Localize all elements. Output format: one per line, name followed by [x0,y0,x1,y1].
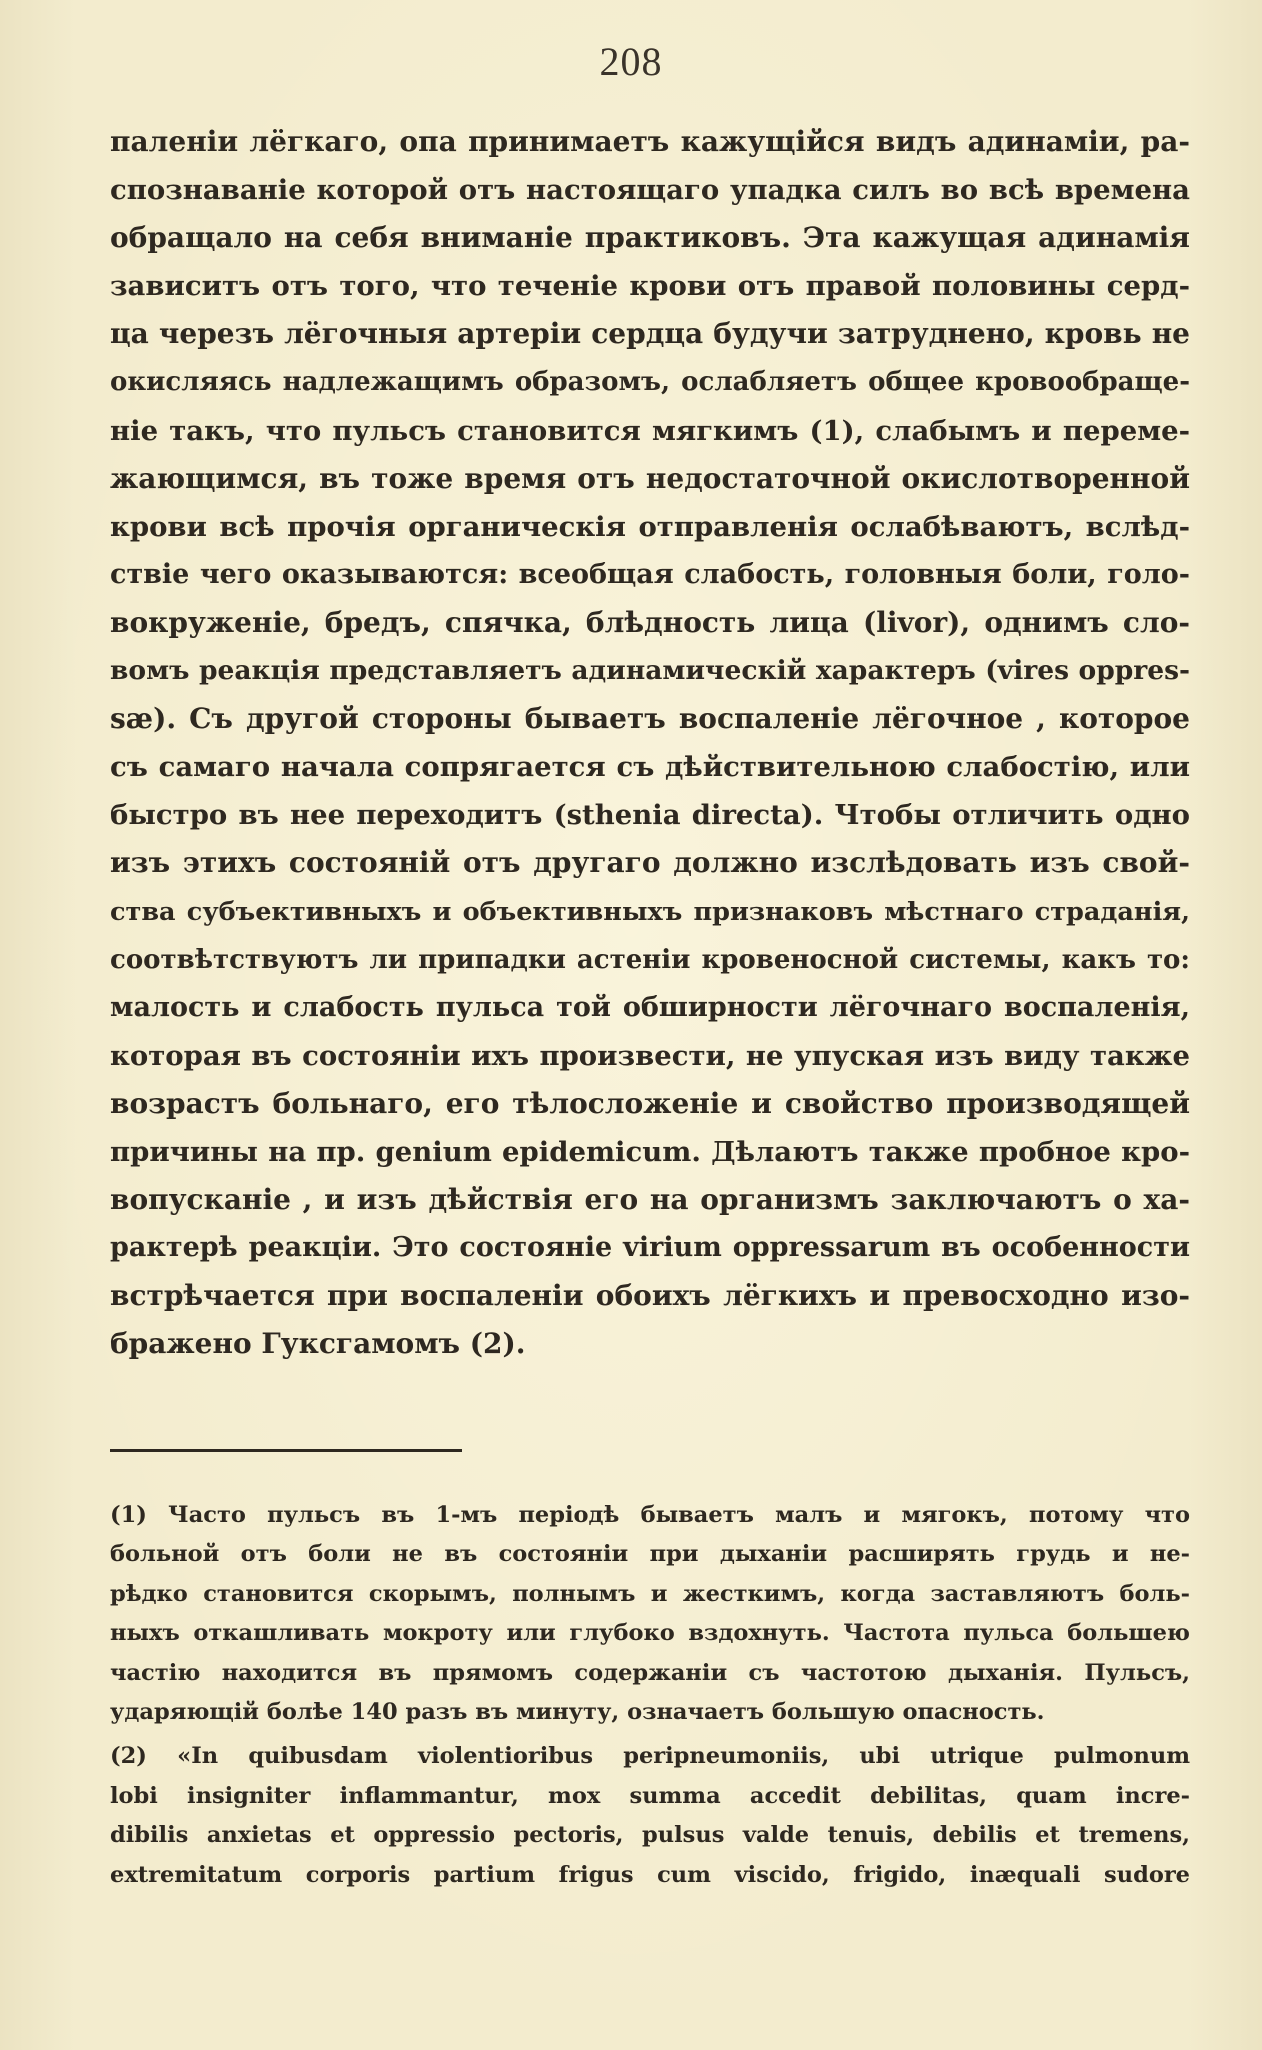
text-line: которая въ состояніи ихъ произвести, не упуская изъ виду также [110,1039,1190,1072]
text-line: ца черезъ лёгочныя артеріи сердца будучи затруднено, кровь не [110,317,1190,351]
footnote-line: ударяющій болѣе 140 разъ въ минуту, означаетъ большую опасность. [110,1698,1045,1725]
text-line: рактерѣ реакціи. Это состояніе virium oppressarum въ особенности [110,1232,1190,1264]
footnote-line: (1) Часто пульсъ въ 1-мъ періодѣ бываетъ малъ и мягокъ, потому что [110,1502,1190,1528]
text-line: спознаваніе которой отъ настоящаго упадка силъ во всѣ времена [110,174,1190,207]
footnote-2 [110,1737,1190,1895]
text-line: вомъ реакція представляетъ адинамическій характеръ (vires oppres- [110,655,1190,687]
text-line: возрастъ больнаго, его тѣлосложеніе и свойство производящей [110,1086,1190,1120]
text-line: соотвѣтствуютъ ли припадки астеніи кровеносной системы, какъ то: [110,944,1190,975]
text-line: малость и слабость пульса той обширности лёгочнаго воспаленія, [110,991,1190,1023]
footnote-divider [110,1449,462,1452]
text-line: вопусканіе , и изъ дѣйствія его на организмъ заключаютъ о ха- [110,1183,1190,1217]
footnote-line: частію находится въ прямомъ содержаніи съ частотою дыханія. Пульсъ, [110,1659,1190,1686]
text-line: окисляясь надлежащимъ образомъ, ослабляетъ общее кровообраще- [110,367,1190,398]
text-line: ства субъективныхъ и объективныхъ признаковъ мѣстнаго страданія, [110,896,1190,927]
footnote-line: dibilis anxietas et oppressio pectoris, pulsus valde tenuis, debilis et tremens, [110,1822,1190,1849]
text-line: паленіи лёгкаго, опа принимаетъ кажущійся видъ адинаміи, ра- [110,125,1190,158]
text-line: зависитъ отъ того, что теченіе крови отъ правой половины серд- [110,270,1190,303]
text-line: съ самаго начала сопрягается съ дѣйствительною слабостію, или [110,751,1190,784]
text-line: быстро въ нее переходитъ (sthenia directa). Чтобы отличить одно [110,799,1190,832]
main-text [110,118,1190,1368]
text-line: причины на пр. genium epidemicum. Дѣлаютъ также пробное кро- [110,1135,1190,1168]
text-line: обращало на себя вниманіе практиковъ. Эта кажущая адинамія [110,221,1190,255]
footnote-line: рѣдко становится скорымъ, полнымъ и жесткимъ, когда заставляютъ боль- [110,1580,1190,1607]
footnote-1 [110,1496,1190,1732]
text-line: встрѣчается при воспаленіи обоихъ лёгкихъ и превосходно изо- [110,1279,1190,1313]
text-line: крови всѣ прочія органическія отправленія ослабѣваютъ, вслѣд- [110,510,1190,543]
footnote-line: extremitatum corporis partium frigus cum viscido, frigido, inæquali sudore [110,1861,1190,1888]
text-line: sæ). Съ другой стороны бываетъ воспаленіе лёгочное , которое [110,702,1190,736]
text-line: ніе такъ, что пульсъ становится мягкимъ (1), слабымъ и переме- [110,414,1190,447]
page-number: 208 [599,39,663,84]
footnote-line: (2) «In quibusdam violentioribus peripneumoniis, ubi utrique pulmonum [110,1743,1190,1770]
text-line: жающимся, въ тоже время отъ недостаточной окислотворенной [110,461,1190,495]
text-line: ствіе чего оказываются: всеобщая слабость, головныя боли, голо- [110,558,1190,590]
footnote-line: ныхъ откашливать мокроту или глубоко вздохнуть. Частота пульса большею [110,1620,1190,1647]
footnote-line: больной отъ боли не въ состояніи при дыханіи расширять грудь и не- [110,1541,1190,1568]
text-line: бражено Гуксгамомъ (2). [110,1327,526,1361]
text-line: вокруженіе, бредъ, спячка, блѣдность лица (livor), однимъ сло- [110,605,1190,639]
footnote-line: lobi insigniter inflammantur, mox summa accedit debilitas, quam incre- [110,1782,1190,1809]
footnotes [110,1496,1190,1895]
text-line: изъ этихъ состояній отъ другаго должно изслѣдовать изъ свой- [110,846,1190,880]
